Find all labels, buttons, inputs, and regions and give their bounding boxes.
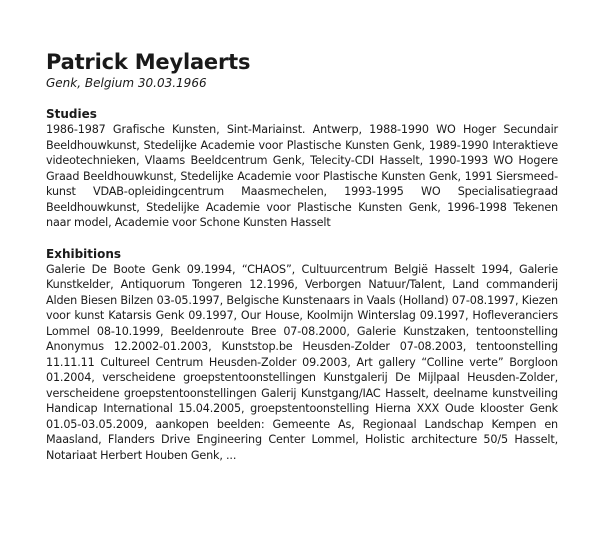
studies-section	[46, 107, 558, 231]
exhibitions-text: Galerie De Boote Genk 09.1994, “CHAOS”, Cultuurcentrum België Hasselt 1994, Galerie Kunstkelder, Antiquorum Tongeren 12.1996, Verborgen Natuur/Talent, Land commanderij Alden Biesen Bilzen 03-05.1997, Belgische Kunstenaars in Vaals (Holland) 07-08.1997, Kiezen voor kunst Katarsis Genk 09.1997, Our House, Koolmijn Winterslag 09.1997, Hofleveranciers Lommel 08-10.1999, Beeldenroute Bree 07-08.2000, Galerie Kunstzaken, tentoonstelling Anonymus 12.2002-01.2003, Kunststop.be Heusden-Zolder 07-08.2003, tentoonstelling 11.11.11 Cultureel Centrum Heusden-Zolder 09.2003, Art gallery “Colline verte” Borgloon 01.2004, verscheidene groepstentoonstellingen Kunstgalerij De Mijlpaal Heusden-Zolder, verscheidene groepstentoonstellingen Galerij Kunstgang/IAC Hasselt, deelname kunstveiling Handicap International 15.04.2005, groepstentoonstelling Hierna XXX Oude klooster Genk 01.05-03.05.2009, aankopen beelden: Gemeente As, Regionaal Landschap Kempen en Maasland, Flanders Drive Engineering Center Lommel, Holistic architecture 50/5 Hasselt, Notariaat Herbert Houben Genk, ...	[46, 262, 558, 462]
studies-heading: Studies	[46, 107, 97, 121]
bio-document	[46, 49, 558, 463]
birth-info: Genk, Belgium 30.03.1966	[46, 76, 207, 90]
studies-text: 1986-1987 Grafische Kunsten, Sint-Mariainst. Antwerp, 1988-1990 WO Hoger Secundair Beeldhouwkunst, Stedelijke Academie voor Plastische Kunsten Genk, 1989-1990 Interaktieve videotechnieken, Vlaams Beeldcentrum Genk, Telecity-CDI Hasselt, 1990-1993 WO Hogere Graad Beeldhouwkunst, Stedelijke Academie voor Plastische Kunsten Genk, 1991 Siersmeed-kunst VDAB-opleidingcentrum Maasmechelen, 1993-1995 WO Specialisatiegraad Beeldhouwkunst, Stedelijke Academie voor Plastische Kunsten Genk, 1996-1998 Tekenen naar model, Academie voor Schone Kunsten Hasselt	[46, 123, 558, 229]
exhibitions-heading: Exhibitions	[46, 246, 122, 261]
exhibitions-section	[46, 247, 558, 464]
artist-name: Patrick Meylaerts	[46, 50, 251, 74]
